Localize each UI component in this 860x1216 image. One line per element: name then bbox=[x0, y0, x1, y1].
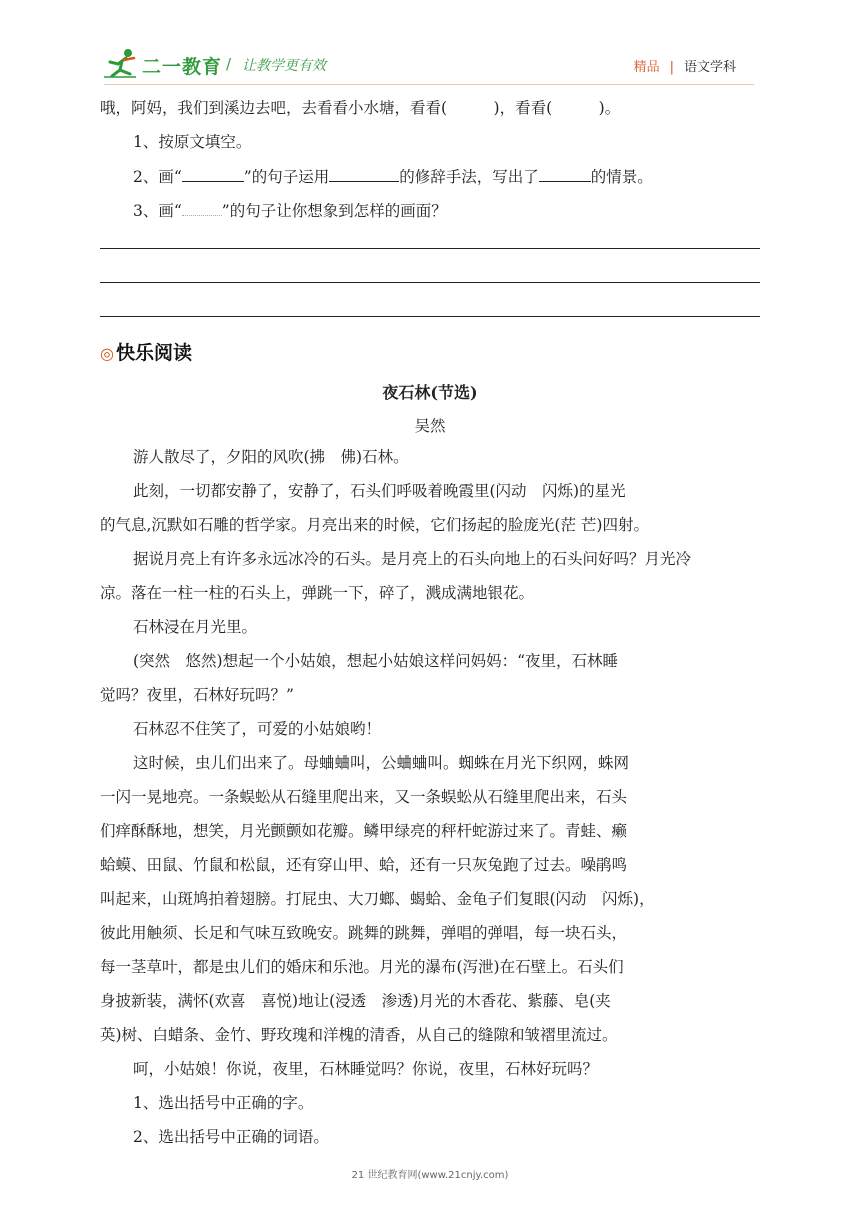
answer-blank[interactable] bbox=[539, 165, 591, 182]
section-heading bbox=[100, 338, 192, 365]
bullet-icon: ◎ bbox=[100, 344, 114, 363]
question-2-part-b: ”的句子运用 bbox=[243, 168, 330, 186]
page-header bbox=[0, 0, 860, 90]
article-line: 的气息,沉默如石雕的哲学家。月亮出来的时候，它们扬起的脸庞光(茫 芒)四射。 bbox=[100, 516, 649, 534]
article-line: 每一茎草叶，都是虫儿们的婚床和乐池。月光的瀑布(泻泄)在石壁上。石头们 bbox=[100, 958, 624, 976]
runner-logo-icon bbox=[104, 48, 138, 78]
article-line: 此刻，一切都安静了，安静了，石头们呼吸着晚霞里(闪动 闪烁)的星光 bbox=[133, 482, 626, 500]
footer-source: 21 世纪教育网(www.21cnjy.com) bbox=[351, 1170, 509, 1181]
answer-blank[interactable] bbox=[182, 165, 244, 182]
answer-line[interactable] bbox=[100, 316, 760, 317]
answer-blank[interactable] bbox=[329, 165, 399, 182]
question-1: 1、按原文填空。 bbox=[133, 133, 252, 151]
article-line: (突然 悠然)想起一个小姑娘，想起小姑娘这样问妈妈：“夜里，石林睡 bbox=[133, 652, 619, 670]
article-line: 们痒酥酥地，想笑，月光颤颤如花瓣。鳞甲绿亮的秤杆蛇游过来了。青蛙、癞 bbox=[100, 822, 628, 840]
article-line: 呵，小姑娘！你说，夜里，石林睡觉吗？你说，夜里，石林好玩吗？ bbox=[133, 1060, 599, 1078]
article-line: 一闪一晃地亮。一条蜈蚣从石缝里爬出来，又一条蜈蚣从石缝里爬出来，石头 bbox=[100, 788, 628, 806]
article-title: 夜石林(节选) bbox=[382, 383, 478, 402]
subject-label: 语文学科 bbox=[683, 60, 736, 75]
article-line: 蛤蟆、田鼠、竹鼠和松鼠，还有穿山甲、蛤，还有一只灰兔跑了过去。噪鹃鸣 bbox=[100, 856, 628, 874]
slogan: 让教学更有效 bbox=[242, 58, 326, 74]
dotted-underline-marker bbox=[182, 199, 222, 216]
question-2 bbox=[133, 165, 653, 188]
article-line: 叫起来，山斑鸠拍着翅膀。打屁虫、大刀螂、蝎蛤、金龟子们复眼(闪动 闪烁)， bbox=[100, 890, 655, 908]
slogan-divider: / bbox=[226, 55, 232, 73]
article-line: 这时候，虫儿们出来了。母蛐蛐叫，公蛐蛐叫。蜘蛛在月光下织网，蛛网 bbox=[133, 754, 630, 772]
article-line: 凉。落在一柱一柱的石头上，弹跳一下，碎了，溅成满地银花。 bbox=[100, 584, 535, 602]
question-2-part-a: 2、画“ bbox=[133, 168, 182, 186]
article-line: 石林忍不住笑了，可爱的小姑娘哟！ bbox=[133, 720, 382, 738]
question-3 bbox=[133, 199, 447, 222]
section-title: 快乐阅读 bbox=[115, 342, 192, 364]
header-subject-info bbox=[634, 56, 736, 75]
reading-question-1: 1、选出括号中正确的字。 bbox=[133, 1094, 314, 1112]
article-line: 觉吗？夜里，石林好玩吗？” bbox=[100, 686, 294, 704]
article-line: 游人散尽了，夕阳的风吹(拂 佛)石林。 bbox=[133, 448, 409, 466]
question-3-part-b: ”的句子让你想象到怎样的画面？ bbox=[221, 202, 447, 220]
article-line: 英)树、白蜡条、金竹、野玫瑰和洋槐的清香，从自己的缝隙和皱褶里流过。 bbox=[100, 1026, 618, 1044]
brand-name: 二一教育 bbox=[142, 56, 223, 78]
article-line: 彼此用触须、长足和气味互致晚安。跳舞的跳舞，弹唱的弹唱，每一块石头， bbox=[100, 924, 628, 942]
article-line: 身披新装，满怀(欢喜 喜悦)地让(浸透 渗透)月光的木香花、紫藤、皂(夹 bbox=[100, 992, 611, 1010]
article-author: 吴然 bbox=[414, 417, 446, 435]
question-2-part-d: 的情景。 bbox=[590, 168, 653, 186]
article-line: 石林浸在月光里。 bbox=[133, 618, 258, 636]
header-divider bbox=[104, 84, 754, 85]
header-separator: | bbox=[669, 60, 674, 75]
question-3-part-a: 3、画“ bbox=[133, 202, 182, 220]
answer-line[interactable] bbox=[100, 282, 760, 283]
question-2-part-c: 的修辞手法，写出了 bbox=[399, 168, 539, 186]
reading-question-2: 2、选出括号中正确的词语。 bbox=[133, 1128, 329, 1146]
article-line: 据说月亮上有许多永远冰冷的石头。是月亮上的石头向地上的石头问好吗？月光冷 bbox=[133, 550, 692, 568]
passage-line: 哦，阿妈，我们到溪边去吧，去看看小水塘，看看( )，看看( )。 bbox=[100, 99, 621, 117]
quality-badge: 精品 bbox=[633, 60, 660, 75]
answer-line[interactable] bbox=[100, 248, 760, 249]
